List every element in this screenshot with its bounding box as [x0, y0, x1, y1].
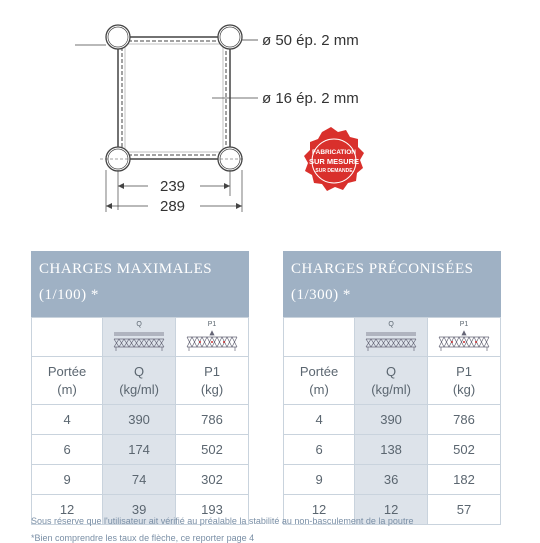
- cell-p: 786: [428, 405, 501, 435]
- cell-q: 36: [355, 465, 428, 495]
- tube-brace-label: ø 16 ép. 2 mm: [262, 90, 359, 107]
- table-row: [32, 435, 249, 465]
- table-row: [32, 465, 249, 495]
- chord-tube-top-left: [106, 25, 130, 49]
- cell-span: 6: [284, 435, 355, 465]
- cell-q: 390: [355, 405, 428, 435]
- table-header: [31, 251, 249, 317]
- disclaimer-note: Sous réserve que l'utilisateur ait vérifié au préalable la stabilité au non-basculement de la poutre: [31, 516, 414, 526]
- deflection-note: *Bien comprendre les taux de flèche, ce reporter page 4: [31, 533, 255, 543]
- cell-p: 193: [176, 495, 249, 525]
- cell-p: 502: [176, 435, 249, 465]
- cell-q: 174: [103, 435, 176, 465]
- cell-q: 390: [103, 405, 176, 435]
- load-table: [31, 317, 249, 525]
- load-table: [283, 317, 501, 525]
- dimension-inner: 239: [160, 178, 186, 195]
- col-header-span: Portée (m): [284, 357, 355, 405]
- cell-p: 502: [428, 435, 501, 465]
- cell-q: 39: [103, 495, 176, 525]
- point-load-icon: P1: [176, 318, 249, 357]
- badge-line-2: SUR MESURE: [308, 157, 360, 166]
- cell-span: 9: [284, 465, 355, 495]
- col-header-q: Q (kg/ml): [103, 357, 176, 405]
- col-header-p: P1 (kg): [176, 357, 249, 405]
- cell-q: 12: [355, 495, 428, 525]
- table-header: [283, 251, 501, 317]
- chord-tube-top-right: [218, 25, 242, 49]
- dimension-outer: 289: [160, 198, 186, 215]
- col-header-p: P1 (kg): [428, 357, 501, 405]
- distributed-load-icon: Q: [103, 318, 176, 357]
- badge-line-3: SUR DEMANDE: [315, 168, 353, 174]
- cell-span: 4: [284, 405, 355, 435]
- table-recommended-loads: [283, 251, 501, 517]
- cell-q: 138: [355, 435, 428, 465]
- table-max-loads: [31, 251, 249, 517]
- badge-line-1: FABRICATION: [312, 149, 356, 156]
- cell-p: 302: [176, 465, 249, 495]
- table-row: [32, 405, 249, 435]
- table-ratio: (1/100) *: [39, 287, 99, 303]
- table-ratio: (1/300) *: [291, 287, 351, 303]
- table-title: CHARGES PRÉCONISÉES: [291, 261, 474, 277]
- tube-main-label: ø 50 ép. 2 mm: [262, 32, 359, 49]
- cell-span: 9: [32, 465, 103, 495]
- cell-p: 786: [176, 405, 249, 435]
- cell-span: 6: [32, 435, 103, 465]
- cell-span: 12: [32, 495, 103, 525]
- col-header-q: Q (kg/ml): [355, 357, 428, 405]
- distributed-load-icon: Q: [355, 318, 428, 357]
- cell-p: 182: [428, 465, 501, 495]
- table-title: CHARGES MAXIMALES: [39, 261, 213, 277]
- custom-fabrication-badge: [292, 123, 370, 201]
- cell-q: 74: [103, 465, 176, 495]
- table-row: [284, 435, 501, 465]
- table-row: [284, 405, 501, 435]
- table-row: [284, 465, 501, 495]
- truss-cross-section-drawing: [0, 0, 540, 225]
- point-load-icon: P1: [428, 318, 501, 357]
- cell-span: 12: [284, 495, 355, 525]
- cell-p: 57: [428, 495, 501, 525]
- col-header-span: Portée (m): [32, 357, 103, 405]
- cell-span: 4: [32, 405, 103, 435]
